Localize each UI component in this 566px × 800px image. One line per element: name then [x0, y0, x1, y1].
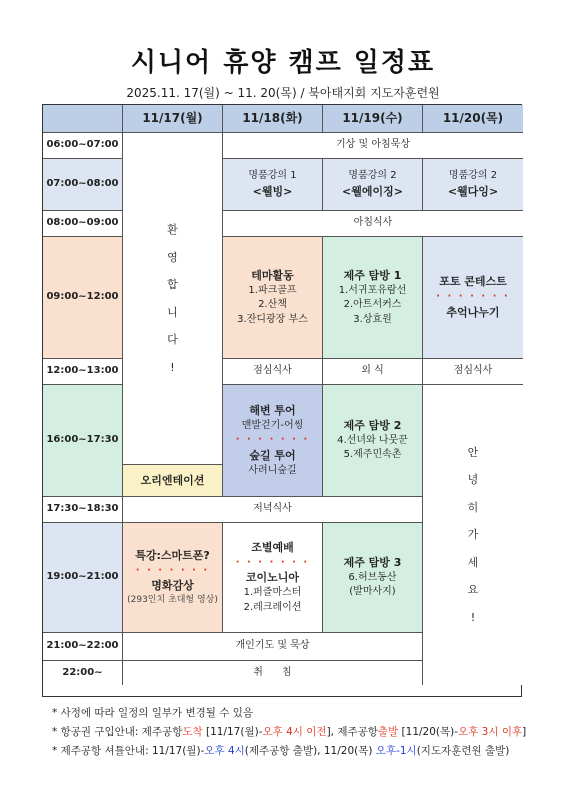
breakfast-row: 아침식사 [223, 211, 523, 237]
lecture-title: 명품강의 2 [448, 170, 498, 182]
lunch-thu: 점심식사 [423, 359, 523, 385]
time-slot: 09:00~12:00 [43, 237, 123, 359]
activity-title: 테마활동 [251, 268, 294, 282]
wake-up-row: 기상 및 아침묵상 [223, 133, 523, 159]
lecture-topic: <웰에이징> [342, 184, 403, 198]
time-slot: 17:30~18:30 [43, 497, 123, 523]
evening-mon [123, 523, 223, 633]
goodbye-char: 세 [467, 555, 479, 569]
welcome-char: 환 [167, 223, 178, 236]
time-slot: 22:00~ [43, 661, 123, 685]
note-shuttle [52, 742, 532, 761]
time-slot: 21:00~22:00 [43, 633, 123, 661]
goodbye-char: 안 [467, 445, 479, 459]
goodbye-char: 녕 [467, 473, 479, 487]
activity-item: 사려니숲길 [248, 464, 297, 476]
welcome-char: 다 [167, 333, 178, 346]
note-change: * 사정에 따라 일정의 일부가 변경될 수 있음 [52, 707, 254, 719]
orientation [123, 465, 223, 497]
note-highlight: 출발 [377, 726, 399, 738]
lecture-title: 명품강의 2 [348, 170, 397, 182]
activity-item: 2.산책 [258, 299, 287, 311]
activity-item: 1.파크골프 [248, 284, 297, 296]
activity-item: (발마사지) [349, 586, 396, 598]
activity-item: 5.제주민속촌 [343, 449, 402, 461]
activity-title: 포토 콘테스트 [439, 275, 507, 289]
note-highlight: 오후 3시 이후 [458, 726, 523, 738]
dinner-row: 저녁식사 [123, 497, 423, 523]
orientation-label: 오리엔테이션 [140, 473, 205, 487]
activity-item: 1.퍼즐마스터 [243, 587, 302, 599]
goodbye-char: 가 [467, 528, 479, 542]
evening-tue [223, 523, 323, 633]
dot-divider: · · · · · · · [135, 564, 210, 576]
activity-item: 2.레크레이션 [243, 601, 302, 613]
note-text: ], 제주공항 [326, 726, 378, 738]
welcome-char: 니 [167, 305, 178, 319]
goodbye-char: ! [470, 610, 476, 624]
activity-wed-pm [323, 385, 423, 497]
note-flight [52, 723, 532, 742]
lunch-tue: 점심식사 [223, 359, 323, 385]
activity-title: 특강:스마트폰? [135, 548, 210, 562]
lecture-topic: <웰빙> [252, 184, 293, 198]
lecture-wed [323, 159, 423, 211]
activity-wed-am [323, 237, 423, 359]
lunch-wed: 외 식 [323, 359, 423, 385]
activity-title: 제주 탐방 3 [343, 556, 402, 570]
goodbye-char: 히 [467, 500, 479, 514]
time-slot: 06:00~07:00 [43, 133, 123, 159]
note-text: (지도자훈련원 출발) [416, 745, 510, 757]
welcome-message [123, 133, 223, 465]
time-slot: 12:00~13:00 [43, 359, 123, 385]
schedule-table [42, 104, 522, 697]
activity-title: 코이노니아 [245, 571, 300, 585]
activity-item: 3.잔디광장 부스 [237, 313, 308, 325]
activity-note: (293인치 초대형 영상) [127, 595, 218, 606]
activity-thu-am [423, 237, 523, 359]
welcome-char: 영 [167, 250, 178, 264]
time-slot: 08:00~09:00 [43, 211, 123, 237]
lecture-tue [223, 159, 323, 211]
note-text: (제주공항 출발), 11/20(목) [244, 745, 376, 757]
activity-item: 2.아트서커스 [343, 299, 402, 311]
activity-title: 제주 탐방 2 [343, 419, 402, 433]
activity-item: 맨발걷기-어씽 [241, 419, 304, 431]
evening-wed [323, 523, 423, 633]
note-text: [11/20(목)- [398, 726, 459, 738]
notes [52, 704, 532, 761]
activity-title: 명화감상 [151, 579, 194, 593]
activity-tue-am [223, 237, 323, 359]
lecture-thu [423, 159, 523, 211]
dot-divider: · · · · · · · [436, 291, 510, 303]
header-day-tue: 11/18(화) [223, 105, 323, 133]
page-title: 시니어 휴양 캠프 일정표 [130, 48, 436, 78]
welcome-char: ! [170, 360, 175, 374]
header-day-thu: 11/20(목) [423, 105, 523, 133]
header-corner [43, 105, 123, 133]
prayer-row: 개인기도 및 묵상 [123, 633, 423, 661]
activity-item: 3.상효원 [353, 313, 392, 325]
time-slot: 19:00~21:00 [43, 523, 123, 633]
goodbye-char: 요 [467, 583, 479, 597]
time-slot: 07:00~08:00 [43, 159, 123, 211]
note-text: [11/17(월)- [202, 726, 263, 738]
header-day-mon: 11/17(월) [123, 105, 223, 133]
welcome-char: 합 [167, 278, 178, 291]
activity-title: 조별예배 [251, 540, 294, 554]
note-text: * 제주공항 셔틀안내: 11/17(월)- [52, 745, 205, 757]
activity-item: 1.서귀포유람선 [338, 284, 407, 296]
activity-title: 제주 탐방 1 [343, 268, 402, 282]
header-day-wed: 11/19(수) [323, 105, 423, 133]
note-highlight: 도착 [182, 726, 203, 738]
sleep-row: 취 침 [123, 661, 423, 685]
activity-title: 해변 투어 [249, 403, 296, 417]
activity-title: 숲길 투어 [249, 448, 296, 462]
note-highlight: 오후 4시 이전 [262, 726, 327, 738]
note-highlight: 오후 4시 [204, 745, 245, 757]
dot-divider: · · · · · · · [235, 556, 310, 568]
note-highlight: 오후-1시 [375, 745, 417, 757]
time-slot: 16:00~17:30 [43, 385, 123, 497]
activity-subtitle: 추억나누기 [446, 305, 500, 319]
activity-tue-pm [223, 385, 323, 497]
note-text: * 항공권 구입안내: 제주공항 [52, 726, 183, 738]
dot-divider: · · · · · · · [235, 434, 310, 446]
activity-item: 4.선녀와 나뭇꾼 [337, 434, 408, 446]
goodbye-message [423, 385, 523, 685]
lecture-title: 명품강의 1 [248, 170, 297, 182]
lecture-topic: <웰다잉> [447, 184, 499, 198]
page-subtitle: 2025.11. 17(월) ~ 11. 20(목) / 북아태지회 지도자훈련원 [126, 86, 440, 100]
note-text: ] [522, 726, 527, 738]
activity-item: 6.허브동산 [348, 571, 397, 583]
